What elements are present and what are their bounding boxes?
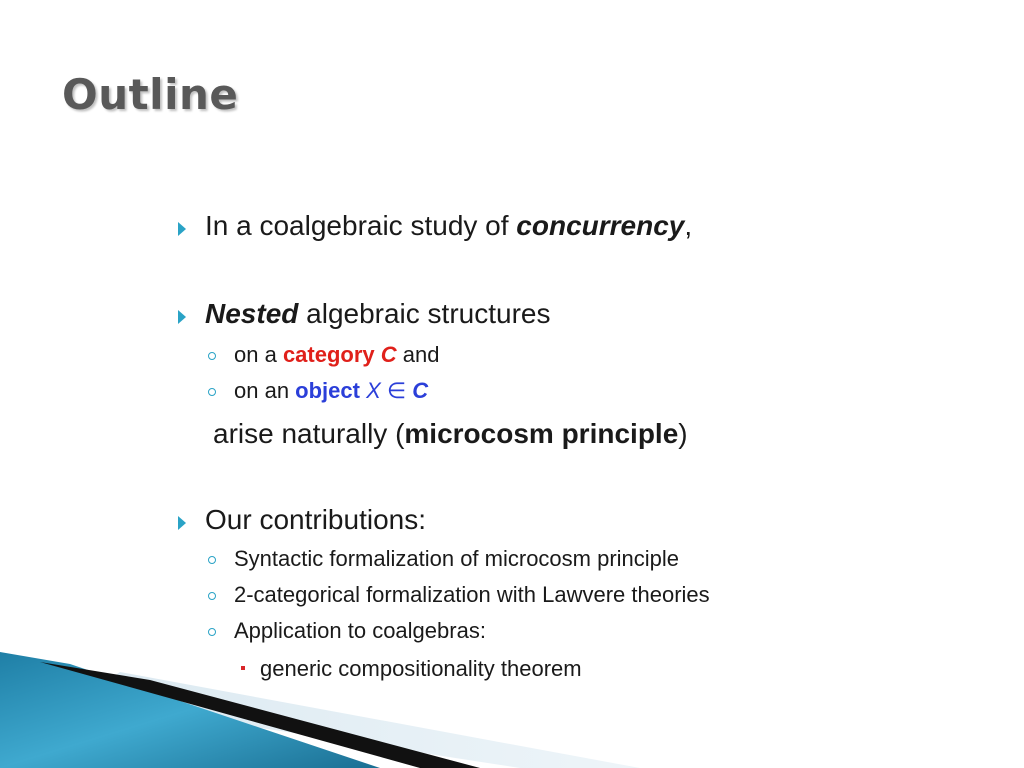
- bullet-3-sub-2: 2-categorical formalization with Lawvere theories: [234, 582, 710, 607]
- object-highlight: object: [295, 378, 360, 403]
- sub-2-prefix: on an: [234, 378, 296, 403]
- circle-bullet-icon: [208, 628, 216, 636]
- circle-bullet-icon: [208, 592, 216, 600]
- bullet-2: [205, 298, 550, 330]
- bullet-3-subsub-1: generic compositionality theorem: [260, 656, 582, 681]
- bullet-3-sub-1: Syntactic formalization of microcosm principle: [234, 546, 680, 571]
- category-symbol-2: C: [412, 378, 429, 403]
- sub-1-prefix: on a: [234, 342, 283, 367]
- category-highlight: category: [282, 342, 375, 367]
- circle-bullet-icon: [208, 556, 216, 564]
- element-of-symbol: ∈: [386, 378, 407, 403]
- triangle-bullet-icon: [178, 310, 186, 324]
- bullet-1: [205, 210, 692, 242]
- microcosm-principle-bold: microcosm principle: [404, 418, 679, 449]
- bullet-2-text: algebraic structures: [298, 298, 551, 329]
- triangle-bullet-icon: [178, 516, 186, 530]
- bullet-1-emphasis: concurrency: [516, 210, 685, 241]
- bullet-3: Our contributions:: [205, 504, 426, 535]
- triangle-bullet-icon: [178, 222, 186, 236]
- circle-bullet-icon: [208, 352, 216, 360]
- bullet-1-text: In a coalgebraic study of: [205, 210, 517, 241]
- square-bullet-icon: [241, 666, 245, 670]
- continuation-suffix: ): [678, 418, 688, 449]
- sub-1-suffix: and: [396, 342, 440, 367]
- category-symbol: C: [380, 342, 397, 367]
- bullet-3-sub-3: Application to coalgebras:: [234, 618, 486, 643]
- bullet-2-emphasis: Nested: [205, 298, 299, 329]
- bullet-1-suffix: ,: [684, 210, 693, 241]
- bullet-2-sub-1: [234, 342, 440, 368]
- object-variable: X: [366, 378, 381, 403]
- bullet-2-sub-2: [234, 378, 428, 404]
- circle-bullet-icon: [208, 388, 216, 396]
- bullet-2-continuation: [213, 418, 688, 450]
- continuation-prefix: arise naturally (: [213, 418, 405, 449]
- slide-title: Outline: [62, 70, 239, 119]
